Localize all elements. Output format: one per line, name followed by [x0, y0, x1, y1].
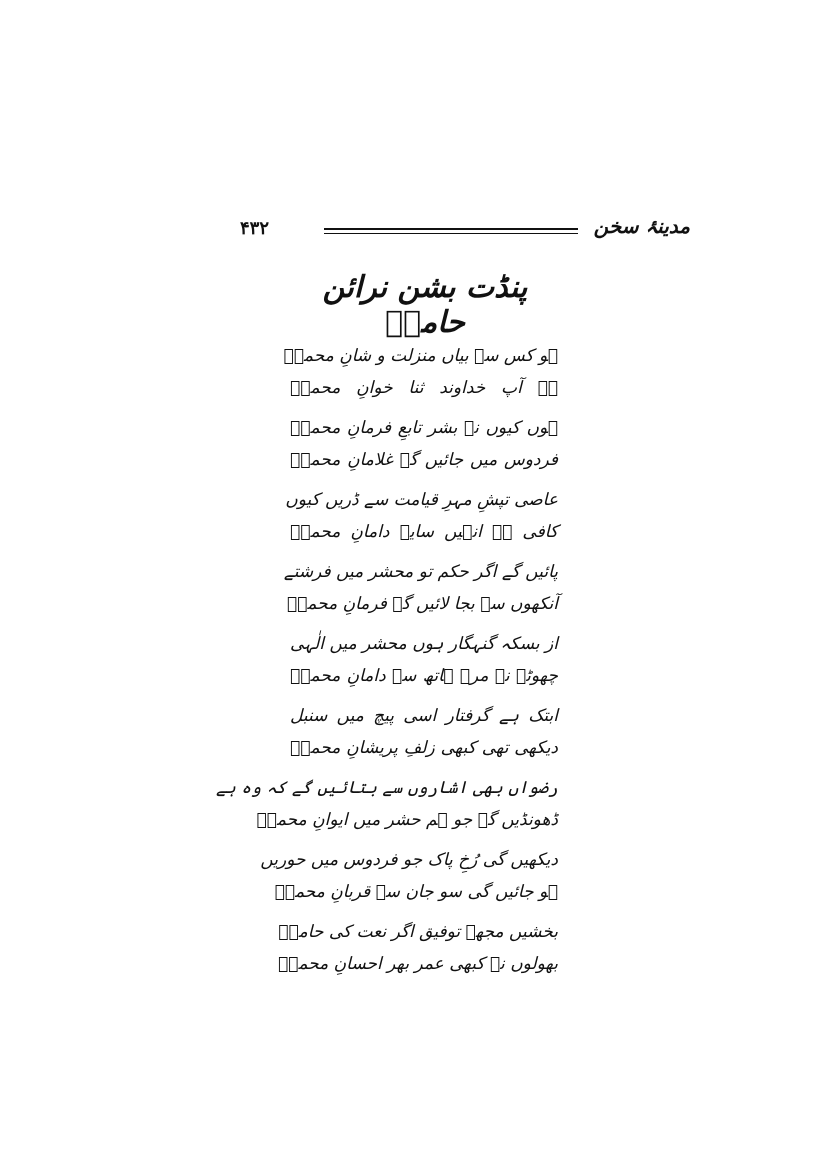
verse-line: آنکھوں سے بجا لائیں گے فرمانِ محمدؐ [286, 594, 558, 614]
verse-line: از بسکہ گنہگار ہوں محشر میں الٰہی [290, 634, 558, 654]
verse-line: ہو جائیں گی سو جان سے قربانِ محمدؐ [274, 882, 558, 902]
verse-line: دیکھیں گی رُخِ پاک جو فردوس میں حوریں [260, 850, 558, 870]
header-rule [324, 228, 578, 234]
verse-line: پائیں گے اگر حکم تو محشر میں فرشتے [283, 562, 558, 582]
verse-line: بھولوں نہ کبھی عمر بھر احسانِ محمدؐ [277, 954, 558, 974]
header-rule-thick [324, 228, 578, 230]
verse-line: فردوس میں جائیں گے غلامانِ محمدؐ [290, 450, 558, 470]
couplet [283, 340, 558, 404]
poem-title: پنڈت بشن نرائن حامیؔ [322, 270, 528, 340]
couplet [285, 484, 558, 548]
couplet [290, 412, 558, 476]
verse-line: دیکھی تھی کبھی زلفِ پریشانِ محمدؐ [290, 738, 558, 758]
couplet [260, 844, 558, 908]
page-number: ۴۳۲ [240, 218, 270, 239]
couplet [290, 628, 558, 692]
verse-line: ہوں کیوں نہ بشر تابعِ فرمانِ محمدؐ [290, 418, 558, 438]
verse-line: ابتک ہے گرفتار اسی پیچ میں سنبل [290, 706, 558, 726]
couplet [277, 916, 558, 980]
verse-line: رضواں بھی اشاروں سے بتائیں گے کہ وہ ہے [215, 778, 558, 798]
verse-line: ہو کس سے بیاں منزلت و شانِ محمدؐ [283, 346, 558, 366]
verse-line: ہے آپ خداوند ثنا خوانِ محمدؐ [290, 378, 558, 398]
book-title: مدینۂ سخن [593, 214, 690, 238]
verse-line: ڈھونڈیں گے جو ہم حشر میں ایوانِ محمدؐ [256, 810, 558, 830]
couplet [283, 556, 558, 620]
verse-line: کافی ہے انہیں سایۂ دامانِ محمدؐ [290, 522, 558, 542]
couplet [215, 772, 558, 836]
verse-line: عاصی تپشِ مہرِ قیامت سے ڈریں کیوں [285, 490, 558, 510]
header-rule-thin [324, 233, 578, 234]
page-header [240, 212, 690, 252]
couplet [290, 700, 558, 764]
verse-line: بخشیں مجھے توفیق اگر نعت کی حامیؔ [278, 922, 558, 942]
verse-line: چھوٹے نہ مرے ہاتھ سے دامانِ محمدؐ [290, 666, 558, 686]
poem-body [215, 340, 558, 988]
